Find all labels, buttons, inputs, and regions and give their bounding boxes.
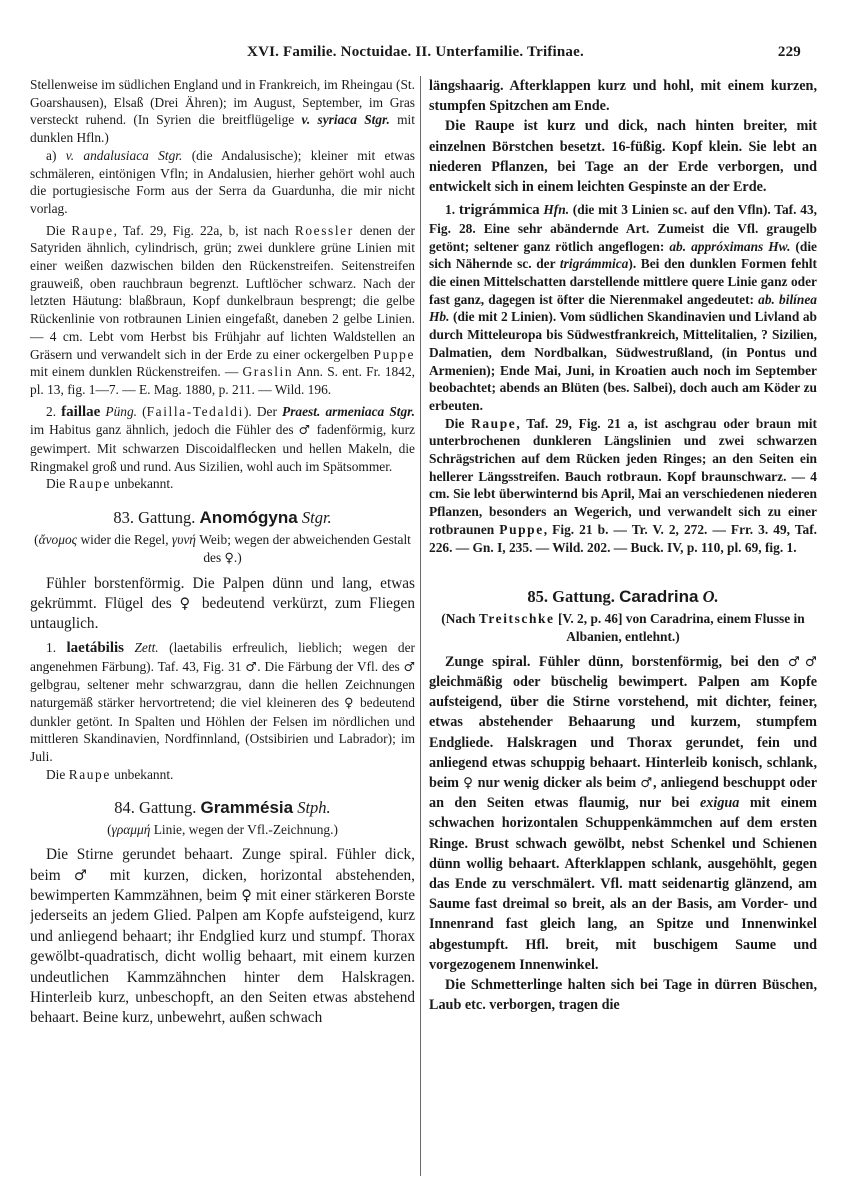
page-number: 229	[777, 44, 801, 60]
genus-84-description: Die Stirne gerundet behaart. Zunge spiral. Fühler dick, beim ♂ mit kurzen, dicken, horizontal abstehenden, bewimperten Kammzähnen, beim ♀ mit einer stärkeren Borste jederseits an jedem Glied. Palpen am Kopfe aufsteigend, kurz und anliegend behaart; ihr Endglied kurz und stumpf. Thorax gewölbt-quadratisch, dicht wollig behaart, mit einem kurzen undeutlichen Kammzähnchen hinter dem Halskragen. Hinterleib kurz, unbeschopft, an den Seiten etwas abstehend behaart. Beine kurz, unbewehrt, außen schwach	[30, 846, 415, 1027]
genus-85-description: Zunge spiral. Fühler dünn, borstenförmig, bei den ♂♂ gleichmäßig oder büschelig bewimpert. Palpen am Kopfe aufsteigend, über die Stirne vorstehend, mit dichter, feiner, etwas abstehender Behaarung und kurzem, stumpfem Endgliede. Halskragen und Thorax gerundet, fein und anliegend etwas schuppig behaart. Hinterleib konisch, schlank, beim ♀ nur wenig dicker als beim ♂, anliegend beschuppt oder an den Seiten etwas flaumig, nur bei exigua mit einem schwachen horizontalen Schuppenkämmchen auf dem ersten Ringe. Brust schwach gewölbt, nebst Schenkel und Schienen dünn wollig behaart. Afterklappen schlank, ausgehöhlt, gegen das Ende zu verschmälert. Vfl. matt seidenartig glänzend, am Saume fast dreimal so breit, als an der Basis, am Vorder- und Innenrand fast gleich lang, an Spitze und Innenwinkel abgestumpft. Hfl. breit, mit buschigem Saume und vorgezogenem Innenwinkel.	[429, 653, 817, 973]
genus-83-heading: 83. Gattung. Anomógyna Stgr.	[113, 508, 332, 528]
genus-83-description: Fühler borstenförmig. Die Palpen dünn und lang, etwas gekrümmt. Flügel des ♀ bedeutend verkürzt, zum Fliegen untauglich.	[30, 574, 415, 633]
left-column	[30, 76, 415, 1191]
laetabilis-larva-unknown: Die Raupe unbekannt.	[46, 766, 174, 782]
genus-84-heading: 84. Gattung. Grammésia Stph.	[114, 798, 331, 818]
female-symbol: ♀	[224, 550, 234, 566]
genus-name-caradrina: Caradrina	[619, 587, 699, 607]
running-head-title: XVI. Familie. Noctuidae. II. Unterfamilie. Trifinae.	[247, 44, 584, 60]
genus-name-grammesia: Grammésia	[200, 798, 294, 818]
males-symbol: ♂♂	[787, 653, 817, 670]
genus-name-anomogyna: Anomógyna	[199, 508, 298, 528]
genus-85-etymology: (Nach Treitschke [V. 2, p. 46] von Caradrina, einem Flusse in Albanien, entlehnt.)	[441, 611, 805, 644]
larva-paragraph: Die Raupe, Taf. 29, Fig. 22a, b, ist nach Roessler denen der Satyriden ähnlich, cylindrisch, grün; zwei dunklere grüne Linien mit einer weißen dazwischen bilden den Rückenstreifen. Seitenstreifen grauweiß, oben rauchbraun begrenzt. Luftlöcher schwarz. Nach der letzten Häutung: blaßbraun, Kopf dunkelbraun besprengt; die gelbe Rückenlinie von rotbraunen Linien eingefaßt, daneben 2 gelbe Linien. — 4 cm. Lebt vom Herbst bis Frühjahr auf lichten Waldstellen an Gräsern und verwandelt sich in der Erde zu einer ockergelben Puppe mit einem dunklen Rückenstreifen. — Graslin Ann. S. ent. Fr. 1842, pl. 13, fig. 1—7. — E. Mag. 1880, p. 211. — Wild. 196.	[30, 222, 415, 397]
species-trigrammica-paragraph: 1. trigrámmica Hfn. (die mit 3 Linien sc. auf den Vfln). Taf. 43, Fig. 28. Eine sehr abändernde Art. Zumeist die Vfl. graugelb getönt; seltener ganz rötlich angeflogen: ab. appróximans Hw. (die sich Nähernde sc. der trigrámmica). Bei den dunklen Formen fehlt die einen Mittelschatten darstellende mittlere quere Linie ganz oder fast ganz, dagegen ist öfter die Nierenmakel angedeutet: ab. bilínea Hb. (die mit 2 Linien). Vom südlichen Skandinavien und Livland ab durch Mitteleuropa bis Südwestfrankreich, Mittelitalien, ? Sizilien, Dalmatien, dem Nordbalkan, Südwestrußland, (in Pontus und Armenien); Ende Mai, Juni, in Kroatien auch noch im September beobachtet; abends an Blüten (bes. Salbei), doch auch am Köder zu erbeuten.	[429, 202, 817, 413]
running-head	[30, 44, 801, 66]
species-name-trigrammica: trigrámmica	[458, 202, 540, 219]
male-symbol: ♂	[403, 659, 415, 675]
female-symbol: ♀	[463, 774, 474, 791]
genus-85-behaviour-paragraph: Die Schmetterlinge halten sich bei Tage in dürren Büschen, Laub etc. verborgen, tragen die	[429, 976, 817, 1014]
faillae-larva-unknown: Die Raupe unbekannt.	[46, 476, 174, 492]
male-symbol: ♂	[298, 423, 312, 439]
genus-84-etymology: (γραμμή Linie, wegen der Vfl.-Zeichnung.)	[107, 822, 338, 838]
female-symbol: ♀	[179, 595, 195, 612]
male-symbol: ♂	[245, 659, 258, 675]
genus-84-larva-paragraph: Die Raupe ist kurz und dick, nach hinten breiter, mit einzelnen Börstchen besetzt. 16-füßig. Kopf klein. Sie lebt an niederen Pflanzen, bei Tage an der Erde verborgen, und entwickelt sich in einem leichten Gespinste an der Erde.	[429, 118, 817, 196]
species-laetabilis-paragraph: 1. laetábilis Zett. (laetabilis erfreulich, lieblich; wegen der angenehmen Färbung). Taf. 43, Fig. 31 ♂. Die Färbung der Vfl. des ♂ gelbgrau, seltener mehr schwarzgrau, dann die hellen Zeichnungen naturgemäß stärker hervortretend; die viel kleineren des ♀ bedeutend dunkler getönt. In Spalten und Höhlen der Felsen im nördlichen und mittleren Skandinavien, Nordfinnland, (Ostsibirien und Labrador); im Juli.	[30, 639, 415, 765]
genus-85-heading: 85. Gattung. Caradrina O.	[527, 587, 719, 607]
species-name-faillae: faillae	[61, 403, 101, 420]
male-symbol: ♂	[73, 867, 97, 884]
column-divider	[420, 76, 421, 1176]
distribution-paragraph: Stellenweise im südlichen England und in Frankreich, im Rheingau (St. Goarshausen), Elsaß (Drei Ähren); im August, September, im Gras versteckt ruhend. (In Syrien die breitflügelige v. syriaca Stgr. mit dunklen Hfln.)	[30, 77, 415, 146]
genus-84-description-continued: längshaarig. Afterklappen kurz und hohl, mit einem kurzen, stumpfen Spitzchen am Ende.	[429, 78, 817, 115]
female-symbol: ♀	[241, 887, 253, 904]
genus-83-etymology: (ἄνομος wider die Regel, γυνή Weib; wegen der abweichenden Gestalt des ♀.)	[34, 532, 411, 566]
right-column	[429, 76, 817, 1191]
variety-andalusiaca-paragraph: a) v. andalusiaca Stgr. (die Andalusische); kleiner mit etwas schmäleren, eintönigen Vfln; in Andalusien, hierher gehört wohl auch die portugiesische Form aus der Serra da Guardunha, die mir nicht vorlag.	[30, 147, 415, 216]
trigrammica-larva-paragraph: Die Raupe, Taf. 29, Fig. 21 a, ist aschgrau oder braun mit unterbrochenen dunkleren Längslinien und zwei schwarzen Schrägstrichen auf dem Rücken jeden Ringes; an den Seiten ein hellerer Längsstreifen. Bauch rotbraun. Kopf braunschwarz. — 4 cm. Sie lebt überwinternd bis April, Mai an verschiedenen niederen Pflanzen, besonders an Wegerich, und verwandelt sich zu einer rotbraunen Puppe, Fig. 21 b. — Tr. V. 2, 272. — Frr. 3. 49, Taf. 226. — Gn. I, 235. — Wild. 202. — Buck. IV, p. 110, pl. 69, fig. 1.	[429, 415, 817, 555]
male-symbol: ♂	[640, 774, 653, 791]
species-name-laetabilis: laetábilis	[66, 639, 125, 656]
species-faillae-paragraph: 2. faillae Püng. (Failla-Tedaldi). Der Praest. armeniaca Stgr. im Habitus ganz ähnlich, jedoch die Fühler des ♂ fadenförmig, kurz gewimpert. Mit schwarzen Discoidalflecken und hellen Makeln, die Ringmakel groß und rund. Aus Sizilien, wohl auch im Spätsommer.	[30, 403, 415, 474]
female-symbol: ♀	[344, 695, 356, 711]
